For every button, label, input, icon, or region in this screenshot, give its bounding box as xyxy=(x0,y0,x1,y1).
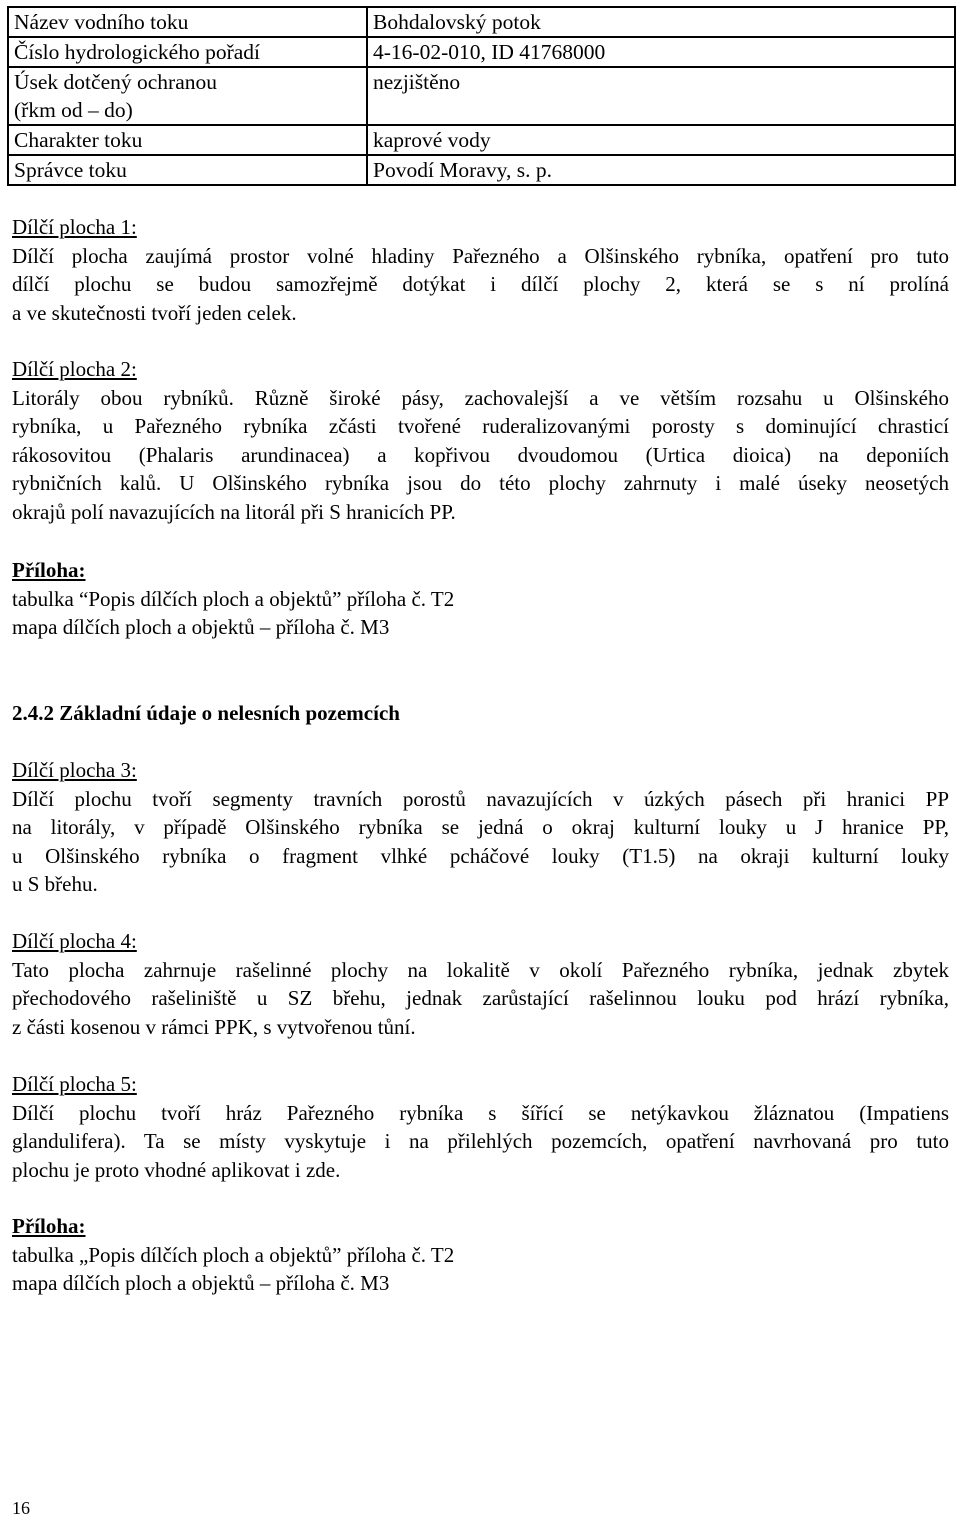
section-3 xyxy=(12,756,949,899)
paragraph-line: Litorály obou rybníků. Různě široké pásy, zachovalejší a ve větším rozsahu u Olšinského xyxy=(12,385,949,410)
paragraph-line: u S břehu. xyxy=(12,872,98,897)
paragraph-line: a ve skutečnosti tvoří jeden celek. xyxy=(12,300,297,325)
table-key: Charakter toku xyxy=(8,125,367,155)
table-row xyxy=(8,155,955,185)
section-1 xyxy=(12,213,949,327)
table-row xyxy=(8,67,955,125)
section-5 xyxy=(12,1070,949,1184)
paragraph-line: u Olšinského rybníka o fragment vlhké pcháčové louky (T1.5) na okraji kulturní louky xyxy=(12,843,949,868)
paragraph-line: plochu je proto vhodné aplikovat i zde. xyxy=(12,1157,341,1182)
section-heading: Dílčí plocha 2: xyxy=(12,357,137,381)
table-value: Povodí Moravy, s. p. xyxy=(367,155,955,185)
table-row xyxy=(8,37,955,67)
paragraph-line: rybničních kalů. U Olšinského rybníka jsou do této plochy zahrnuty i malé úseky neosetých xyxy=(12,471,949,496)
table-value: kaprové vody xyxy=(367,125,955,155)
paragraph-line: Dílčí plochu tvoří hráz Pařezného rybníka s šířící se netýkavkou žláznatou (Impatiens xyxy=(12,1100,949,1125)
paragraph-line: rybníka, u Pařezného rybníka zčásti tvořené ruderalizovanými porosty s dominující chrasticí xyxy=(12,414,949,439)
table-value: nezjištěno xyxy=(367,67,955,125)
attachment-heading: Příloha: xyxy=(12,1214,86,1238)
paragraph-line: Dílčí plocha zaujímá prostor volné hladiny Pařezného a Olšinského rybníka, opatření pro tuto xyxy=(12,243,949,268)
attachment-heading: Příloha: xyxy=(12,558,86,582)
section-heading: Dílčí plocha 4: xyxy=(12,929,137,953)
attachment-2 xyxy=(12,1212,949,1298)
paragraph-line: rákosovitou (Phalaris arundinacea) a kopřivou dvoudomou (Urtica dioica) na deponiích xyxy=(12,442,949,467)
paragraph-line: dílčí plochu se budou samozřejmě dotýkat i dílčí plochy 2, která se s ní prolíná xyxy=(12,272,949,297)
paragraph-line: Tato plocha zahrnuje rašelinné plochy na lokalitě v okolí Pařezného rybníka, jednak zbytek xyxy=(12,957,949,982)
attachment-line: tabulka “Popis dílčích ploch a objektů” příloha č. T2 xyxy=(12,586,455,611)
table-key-line: Úsek dotčený ochranou xyxy=(14,70,217,94)
table-value: 4-16-02-010, ID 41768000 xyxy=(367,37,955,67)
attachment-line: tabulka „Popis dílčích ploch a objektů” příloha č. T2 xyxy=(12,1242,455,1267)
paragraph-line: okrajů polí navazujících na litorál při S hranicích PP. xyxy=(12,499,456,524)
section-heading: Dílčí plocha 5: xyxy=(12,1072,137,1096)
attachment-line: mapa dílčích ploch a objektů – příloha č. M3 xyxy=(12,615,390,640)
table-value: Bohdalovský potok xyxy=(367,7,955,37)
page-number: 16 xyxy=(12,1498,30,1518)
table-key: Název vodního toku xyxy=(8,7,367,37)
table-key: Číslo hydrologického pořadí xyxy=(8,37,367,67)
table-row xyxy=(8,7,955,37)
paragraph-line: z části kosenou v rámci PPK, s vytvořenou tůní. xyxy=(12,1014,416,1039)
paragraph-line: glandulifera). Ta se místy vyskytuje i na přilehlých pozemcích, opatření navrhovaná pro tuto xyxy=(12,1129,949,1154)
attachment-line: mapa dílčích ploch a objektů – příloha č. M3 xyxy=(12,1271,390,1296)
section-4 xyxy=(12,927,949,1041)
paragraph-line: přechodového rašeliniště u SZ břehu, jednak zarůstající rašelinnou louku pod hrází rybníka, xyxy=(12,986,949,1011)
table-key: Správce toku xyxy=(8,155,367,185)
section-2 xyxy=(12,355,949,527)
table-row xyxy=(8,125,955,155)
paragraph-line: Dílčí plochu tvoří segmenty travních porostů navazujících v úzkých pásech při hranici PP xyxy=(12,786,949,811)
section-title: 2.4.2 Základní údaje o nelesních pozemcích xyxy=(12,701,400,725)
section-heading: Dílčí plocha 1: xyxy=(12,215,137,239)
table-key-line: (řkm od – do) xyxy=(14,98,133,122)
table-key xyxy=(8,67,367,125)
info-table xyxy=(7,6,956,186)
paragraph-line: na litorály, v případě Olšinského rybníka se jedná o okraj kulturní louky u J hranice PP, xyxy=(12,815,949,840)
section-heading: Dílčí plocha 3: xyxy=(12,758,137,782)
attachment-1 xyxy=(12,556,949,642)
